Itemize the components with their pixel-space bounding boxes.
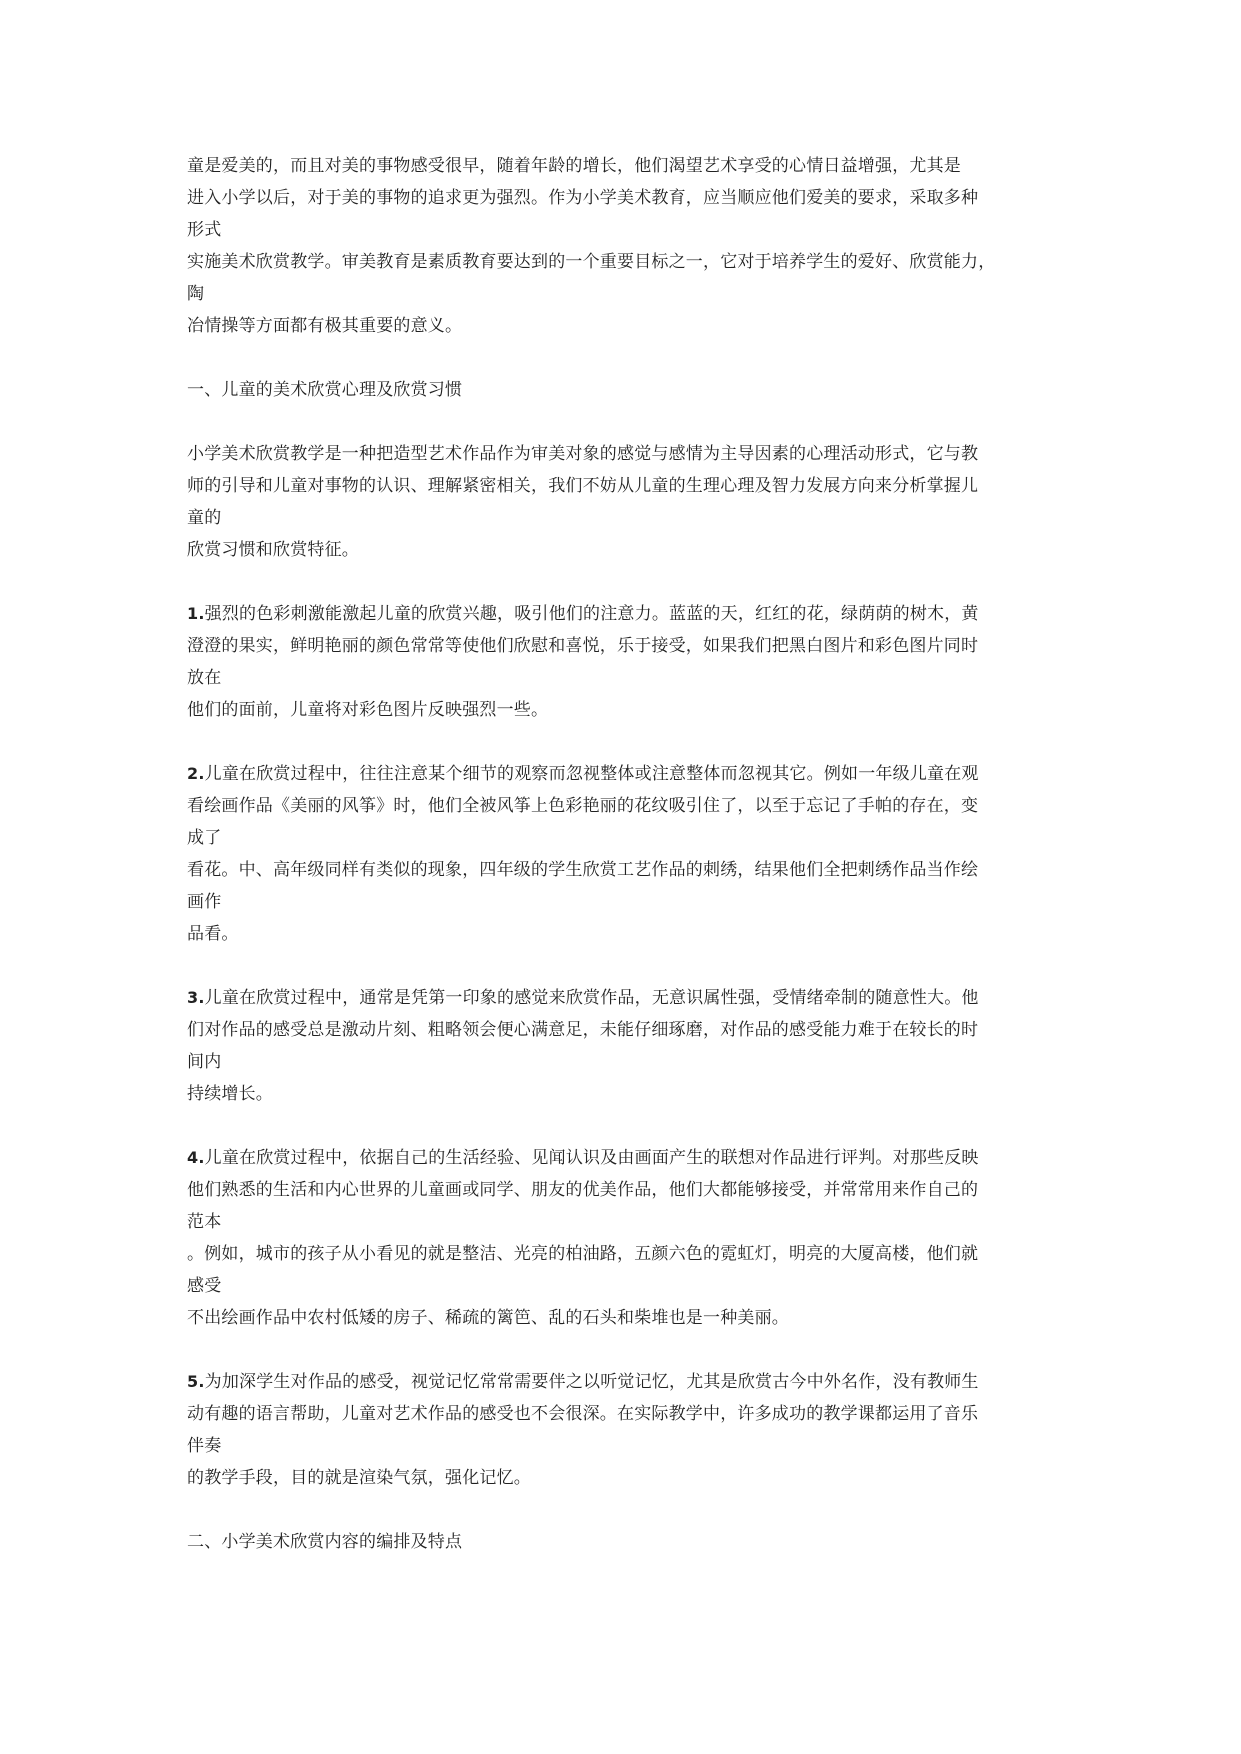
- text-line: 澄澄的果实，鲜明艳丽的颜色常常等使他们欣慰和喜悦，乐于接受，如果我们把黑白图片和彩色图片同时: [187, 636, 979, 656]
- text-line: 他们熟悉的生活和内心世界的儿童画或同学、朋友的优美作品，他们大都能够接受，并常常用来作自己的: [187, 1180, 979, 1200]
- item-number: 4.: [187, 1148, 205, 1167]
- item-text: 为加深学生对作品的感受，视觉记忆常常需要伴之以听觉记忆，尤其是欣赏古今中外名作，没有教师生: [204, 1372, 979, 1392]
- text-line: 小学美术欣赏教学是一种把造型艺术作品作为审美对象的感觉与感情为主导因素的心理活动形式，它与教: [187, 444, 979, 464]
- list-item: [187, 982, 1067, 1110]
- text-line: 感受: [187, 1276, 222, 1296]
- item-number: 2.: [187, 764, 205, 783]
- text-line: [187, 1366, 1067, 1398]
- intro-paragraph: [187, 150, 1067, 342]
- text-line: [187, 758, 1067, 790]
- document-page: [187, 150, 1067, 1558]
- section-heading: 一、儿童的美术欣赏心理及欣赏习惯: [187, 380, 463, 400]
- text-line: 不出绘画作品中农村低矮的房子、稀疏的篱笆、乱的石头和柴堆也是一种美丽。: [187, 1308, 789, 1328]
- text-line: 画作: [187, 892, 222, 912]
- text-line: 成了: [187, 828, 222, 848]
- text-line: 陶: [187, 284, 205, 304]
- list-item: [187, 1366, 1067, 1494]
- text-line: 放在: [187, 668, 222, 688]
- item-text: 儿童在欣赏过程中，依据自己的生活经验、见闻认识及由画面产生的联想对作品进行评判。对那些反映: [204, 1148, 979, 1168]
- text-line: [187, 598, 1067, 630]
- text-line: 们对作品的感受总是激动片刻、粗略领会便心满意足，未能仔细琢磨，对作品的感受能力难于在较长的时: [187, 1020, 979, 1040]
- text-line: 他们的面前，儿童将对彩色图片反映强烈一些。: [187, 700, 549, 720]
- text-line: 间内: [187, 1052, 222, 1072]
- item-number: 3.: [187, 988, 205, 1007]
- text-line: 冶情操等方面都有极其重要的意义。: [187, 316, 463, 336]
- text-line: 童的: [187, 508, 222, 528]
- text-line: 持续增长。: [187, 1084, 273, 1104]
- text-line: 动有趣的语言帮助，儿童对艺术作品的感受也不会很深。在实际教学中，许多成功的教学课都运用了音乐: [187, 1404, 979, 1424]
- item-text: 强烈的色彩刺激能激起儿童的欣赏兴趣，吸引他们的注意力。蓝蓝的天，红红的花，绿荫荫的树木，黄: [204, 604, 979, 624]
- list-item: [187, 598, 1067, 726]
- text-line: 进入小学以后，对于美的事物的追求更为强烈。作为小学美术教育，应当顺应他们爱美的要求，采取多种: [187, 188, 979, 208]
- text-line: 实施美术欣赏教学。审美教育是素质教育要达到的一个重要目标之一，它对于培养学生的爱好、欣赏能力，: [187, 252, 996, 272]
- text-line: 童是爱美的，而且对美的事物感受很早，随着年龄的增长，他们渴望艺术享受的心情日益增强，尤其是: [187, 156, 961, 176]
- text-line: 看花。中、高年级同样有类似的现象，四年级的学生欣赏工艺作品的刺绣，结果他们全把刺绣作品当作绘: [187, 860, 979, 880]
- section-heading: 二、小学美术欣赏内容的编排及特点: [187, 1532, 463, 1552]
- list-item: [187, 1142, 1067, 1334]
- text-line: 的教学手段，目的就是渲染气氛，强化记忆。: [187, 1468, 531, 1488]
- text-line: 范本: [187, 1212, 222, 1232]
- text-line: 伴奏: [187, 1436, 222, 1456]
- section1-paragraph: [187, 438, 1067, 566]
- text-line: 品看。: [187, 924, 239, 944]
- text-line: 师的引导和儿童对事物的认识、理解紧密相关，我们不妨从儿童的生理心理及智力发展方向来分析掌握儿: [187, 476, 979, 496]
- text-line: [187, 1142, 1067, 1174]
- item-text: 儿童在欣赏过程中，往往注意某个细节的观察而忽视整体或注意整体而忽视其它。例如一年级儿童在观: [204, 764, 979, 784]
- text-line: 欣赏习惯和欣赏特征。: [187, 540, 359, 560]
- text-line: [187, 982, 1067, 1014]
- text-line: 。例如，城市的孩子从小看见的就是整洁、光亮的柏油路，五颜六色的霓虹灯，明亮的大厦高楼，他们就: [187, 1244, 979, 1264]
- text-line: 看绘画作品《美丽的风筝》时，他们全被风筝上色彩艳丽的花纹吸引住了，以至于忘记了手帕的存在，变: [187, 796, 979, 816]
- item-text: 儿童在欣赏过程中，通常是凭第一印象的感觉来欣赏作品，无意识属性强，受情绪牵制的随意性大。他: [204, 988, 979, 1008]
- text-line: 形式: [187, 220, 222, 240]
- list-item: [187, 758, 1067, 950]
- item-number: 1.: [187, 604, 205, 623]
- item-number: 5.: [187, 1372, 205, 1391]
